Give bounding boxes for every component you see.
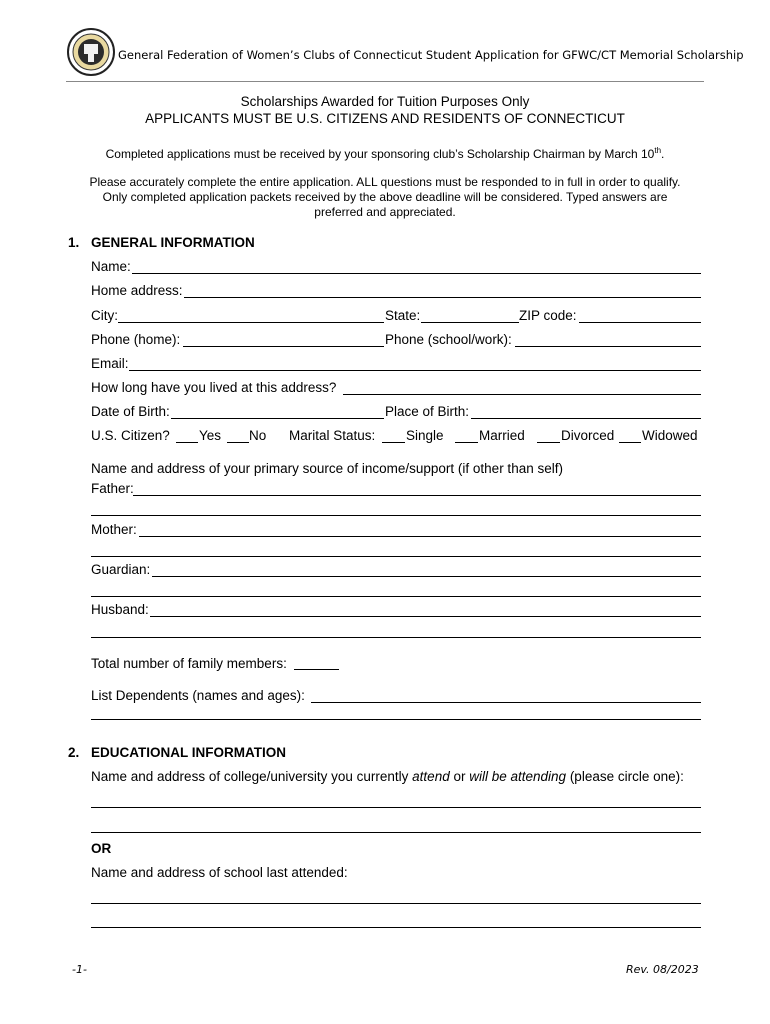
father-field[interactable] bbox=[133, 495, 701, 496]
home-address-field[interactable] bbox=[184, 297, 701, 298]
citizen-yes-label: Yes bbox=[199, 428, 222, 443]
marital-single-blank[interactable] bbox=[382, 442, 405, 443]
email-field[interactable] bbox=[129, 370, 701, 371]
citizen-yes-blank[interactable] bbox=[176, 442, 198, 443]
section-2-heading: EDUCATIONAL INFORMATION bbox=[91, 745, 286, 760]
deadline-text: Completed applications must be received by your sponsoring club’s Scholarship Chairman by March 10th. bbox=[105, 146, 665, 161]
mother-label: Mother: bbox=[91, 522, 137, 537]
income-source-label: Name and address of your primary source of income/support (if other than self) bbox=[91, 461, 563, 476]
name-label: Name: bbox=[91, 259, 131, 274]
header-rule bbox=[66, 81, 704, 82]
phone-home-label: Phone (home): bbox=[91, 332, 181, 347]
dependents-field-2[interactable] bbox=[91, 719, 701, 720]
state-label: State: bbox=[385, 308, 421, 323]
citizen-no-blank[interactable] bbox=[227, 442, 249, 443]
father-label: Father: bbox=[91, 481, 134, 496]
husband-label: Husband: bbox=[91, 602, 149, 617]
city-label: City: bbox=[91, 308, 118, 323]
page-number: -1- bbox=[72, 963, 87, 976]
marital-label: Marital Status: bbox=[289, 428, 376, 443]
section-1-heading: GENERAL INFORMATION bbox=[91, 235, 255, 250]
section-2-number: 2. bbox=[68, 745, 80, 760]
instructions-1: Please accurately complete the entire application. ALL questions must be responded to in full in order to qualify. bbox=[89, 175, 681, 189]
zip-label: ZIP code: bbox=[519, 308, 577, 323]
how-long-field[interactable] bbox=[343, 394, 701, 395]
gfwc-seal-icon bbox=[66, 27, 116, 77]
family-members-field[interactable] bbox=[294, 669, 339, 670]
phone-school-label: Phone (school/work): bbox=[385, 332, 512, 347]
revision-date: Rev. 08/2023 bbox=[626, 963, 699, 976]
college-field-1[interactable] bbox=[91, 807, 701, 808]
zip-field[interactable] bbox=[579, 322, 701, 323]
family-members-label: Total number of family members: bbox=[91, 656, 287, 671]
marital-married-blank[interactable] bbox=[455, 442, 478, 443]
or-label: OR bbox=[91, 841, 112, 856]
state-field[interactable] bbox=[421, 322, 519, 323]
mother-field[interactable] bbox=[139, 536, 701, 537]
home-address-label: Home address: bbox=[91, 283, 183, 298]
pob-label: Place of Birth: bbox=[385, 404, 470, 419]
last-school-label: Name and address of school last attended: bbox=[91, 865, 348, 880]
instructions-2: Only completed application packets received by the above deadline will be considered. Typed answers are bbox=[102, 190, 668, 204]
instructions-3: preferred and appreciated. bbox=[314, 205, 456, 219]
phone-school-field[interactable] bbox=[515, 346, 701, 347]
pob-field[interactable] bbox=[471, 418, 701, 419]
marital-divorced-blank[interactable] bbox=[537, 442, 560, 443]
marital-widowed-blank[interactable] bbox=[619, 442, 641, 443]
guardian-label: Guardian: bbox=[91, 562, 151, 577]
city-field[interactable] bbox=[118, 322, 384, 323]
name-field[interactable] bbox=[132, 273, 701, 274]
dependents-label: List Dependents (names and ages): bbox=[91, 688, 305, 703]
citizen-no-label: No bbox=[249, 428, 267, 443]
marital-single-label: Single bbox=[406, 428, 444, 443]
dob-label: Date of Birth: bbox=[91, 404, 170, 419]
section-1-number: 1. bbox=[68, 235, 80, 250]
marital-widowed-label: Widowed bbox=[642, 428, 698, 443]
guardian-field-2[interactable] bbox=[91, 596, 701, 597]
phone-home-field[interactable] bbox=[183, 346, 384, 347]
intro-line-2: APPLICANTS MUST BE U.S. CITIZENS AND RESIDENTS OF CONNECTICUT bbox=[145, 111, 625, 126]
guardian-field[interactable] bbox=[152, 576, 701, 577]
father-field-2[interactable] bbox=[91, 515, 701, 516]
dependents-field[interactable] bbox=[311, 702, 701, 703]
dob-field[interactable] bbox=[171, 418, 384, 419]
last-school-field-1[interactable] bbox=[91, 903, 701, 904]
college-prompt: Name and address of college/university you currently attend or will be attending (please circle one): bbox=[91, 769, 684, 784]
mother-field-2[interactable] bbox=[91, 556, 701, 557]
how-long-label: How long have you lived at this address? bbox=[91, 380, 337, 395]
citizen-label: U.S. Citizen? bbox=[91, 428, 170, 443]
intro-line-1: Scholarships Awarded for Tuition Purposes Only bbox=[240, 94, 530, 109]
husband-field[interactable] bbox=[150, 616, 701, 617]
marital-married-label: Married bbox=[479, 428, 525, 443]
husband-field-2[interactable] bbox=[91, 637, 701, 638]
marital-divorced-label: Divorced bbox=[561, 428, 615, 443]
college-field-2[interactable] bbox=[91, 832, 701, 833]
last-school-field-2[interactable] bbox=[91, 927, 701, 928]
header-title: General Federation of Women’s Clubs of Connecticut Student Application for GFWC/CT Memorial Scholarship bbox=[118, 48, 744, 62]
email-label: Email: bbox=[91, 356, 129, 371]
